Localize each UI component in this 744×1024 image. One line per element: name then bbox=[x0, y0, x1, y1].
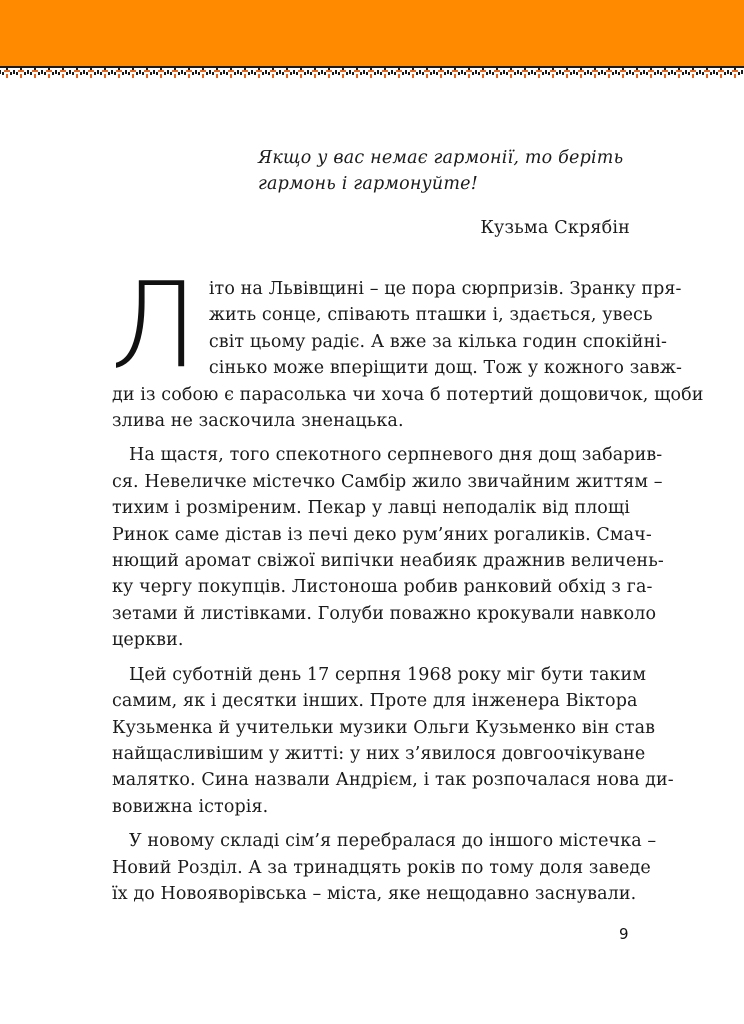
text-line: На щастя, того спекотного серпневого дня дощ забарив- bbox=[129, 445, 663, 466]
text-line: ди із собою є парасолька чи хоча б потертий дощовичок, щоби bbox=[112, 384, 704, 405]
text-line: злива не заскочила зненацька. bbox=[112, 411, 404, 432]
paragraph bbox=[112, 662, 674, 820]
text-line: найщасливішим у житті: у них з’явилося довгоочікуване bbox=[112, 743, 646, 764]
paragraph bbox=[110, 256, 704, 434]
drop-cap: Л bbox=[110, 256, 199, 394]
epigraph-author: Кузьма Скрябін bbox=[480, 218, 630, 238]
text-line: сінько може вперіщити дощ. Тож у кожного завж- bbox=[208, 358, 683, 379]
text-line: Новий Розділ. А за тринадцять років по тому доля заведе bbox=[112, 857, 651, 878]
text-line: церкви. bbox=[112, 630, 184, 651]
text-line: зетами й листівками. Голуби поважно крокували навколо bbox=[112, 603, 657, 624]
epigraph bbox=[258, 145, 638, 197]
ornament-border bbox=[0, 66, 744, 80]
text-line: У новому складі сім’я перебралася до іншого містечка – bbox=[129, 831, 657, 852]
epigraph-line: гармонь і гармонуйте! bbox=[258, 174, 478, 194]
text-line: нющий аромат свіжої випічки неабияк дражнив величень- bbox=[112, 551, 664, 572]
paragraph bbox=[112, 828, 657, 907]
epigraph-line: Якщо у вас немає гармонії, то беріть bbox=[258, 148, 624, 168]
text-line: жить сонце, співають пташки і, здається, увесь bbox=[208, 305, 653, 326]
text-line: вовижна історія. bbox=[112, 796, 269, 817]
paragraph bbox=[112, 442, 664, 653]
text-line: Кузьменка й учительки музики Ольги Кузьменко він став bbox=[112, 717, 656, 738]
text-line: їх до Новояворівська – міста, яке нещодавно заснували. bbox=[112, 883, 637, 904]
text-line: ся. Невеличке містечко Самбір жило звичайним життям – bbox=[112, 471, 663, 492]
text-line: Ринок саме дістав із печі деко рум’яних рогаликів. Смач- bbox=[112, 524, 652, 545]
text-line: Цей суботній день 17 серпня 1968 року міг бути таким bbox=[129, 664, 647, 685]
text-line: світ цьому радіє. А вже за кілька годин спокійні- bbox=[208, 331, 668, 352]
text-line: тихим і розміреним. Пекар у лавці неподалік від площі bbox=[112, 498, 630, 519]
text-line: самим, як і десятки інших. Проте для інженера Віктора bbox=[112, 691, 638, 712]
header-band bbox=[0, 0, 744, 68]
text-line: ку чергу покупців. Листоноша робив ранковий обхід з га- bbox=[112, 577, 653, 598]
page-number: 9 bbox=[619, 925, 629, 943]
text-line: малятко. Сина назвали Андрієм, і так розпочалася нова ди- bbox=[112, 770, 674, 791]
chapter-body bbox=[110, 256, 704, 915]
text-line: іто на Львівщині – це пора сюрпризів. Зранку пря- bbox=[208, 279, 682, 299]
